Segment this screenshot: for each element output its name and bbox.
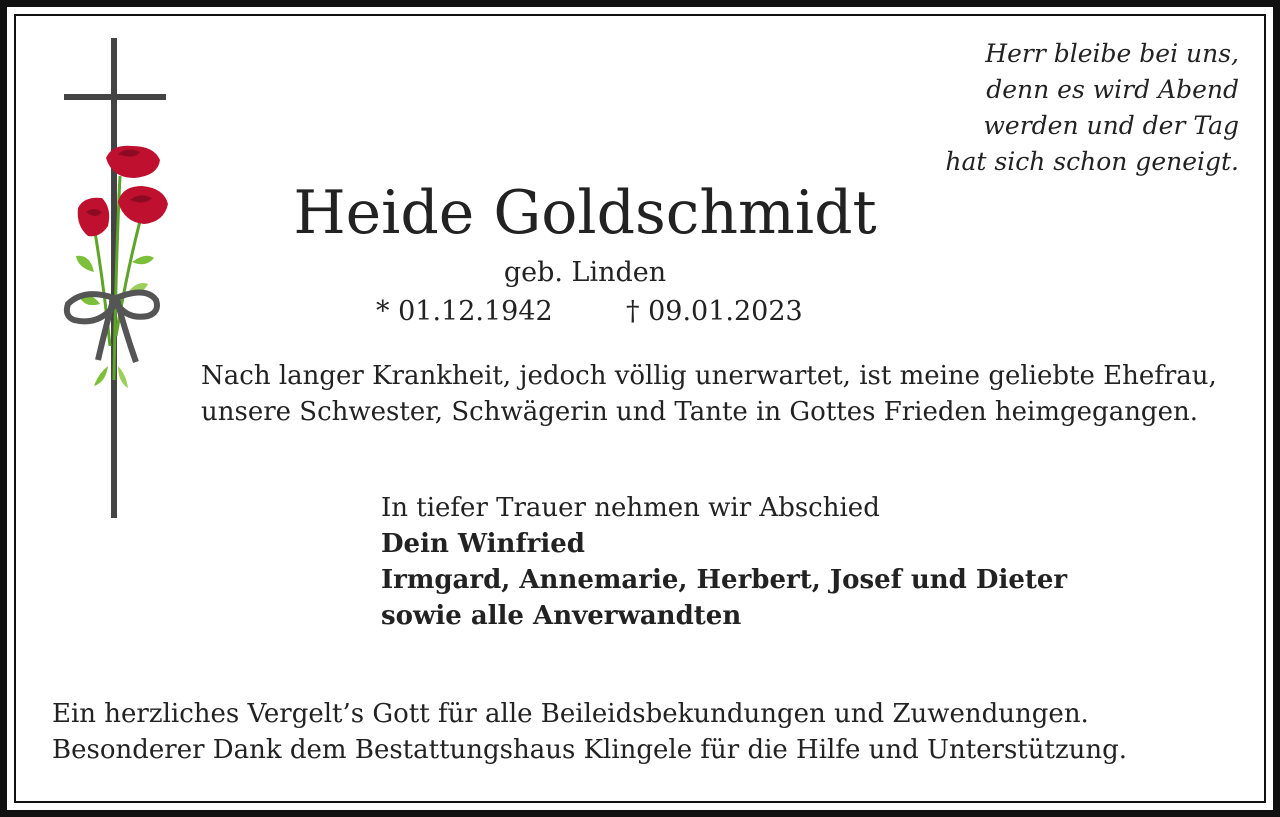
birth-date: * 01.12.1942 [376,296,553,327]
mourners-heading: In tiefer Trauer nehmen wir Abschied [381,493,880,523]
announcement-line: Nach langer Krankheit, jedoch völlig unerwartet, ist meine geliebte Ehefrau, [201,361,1217,391]
deceased-name: Heide Goldschmidt [293,178,877,248]
quote-line: denn es wird Abend [986,75,1239,104]
mourners-block [381,490,1067,634]
bible-quote [945,36,1239,180]
mourner-line: Dein Winfried [381,529,585,559]
quote-line: Herr bleibe bei uns, [985,39,1239,68]
quote-line: werden und der Tag [983,111,1239,140]
mourner-line: sowie alle Anverwandten [381,601,742,631]
announcement-text [201,358,1217,430]
thanks-line: Besonderer Dank dem Bestattungshaus Klingele für die Hilfe und Unterstützung. [52,735,1128,765]
thanks-line: Ein herzliches Vergelt’s Gott für alle Beileidsbekundungen und Zuwendungen. [52,699,1089,729]
announcement-line: unsere Schwester, Schwägerin und Tante in Gottes Frieden heimgegangen. [201,397,1198,427]
quote-line: hat sich schon geneigt. [945,147,1239,176]
mourner-line: Irmgard, Annemarie, Herbert, Josef und Dieter [381,565,1068,595]
maiden-name: geb. Linden [503,257,667,288]
death-date: † 09.01.2023 [626,296,803,327]
thanks-text [52,696,1127,768]
